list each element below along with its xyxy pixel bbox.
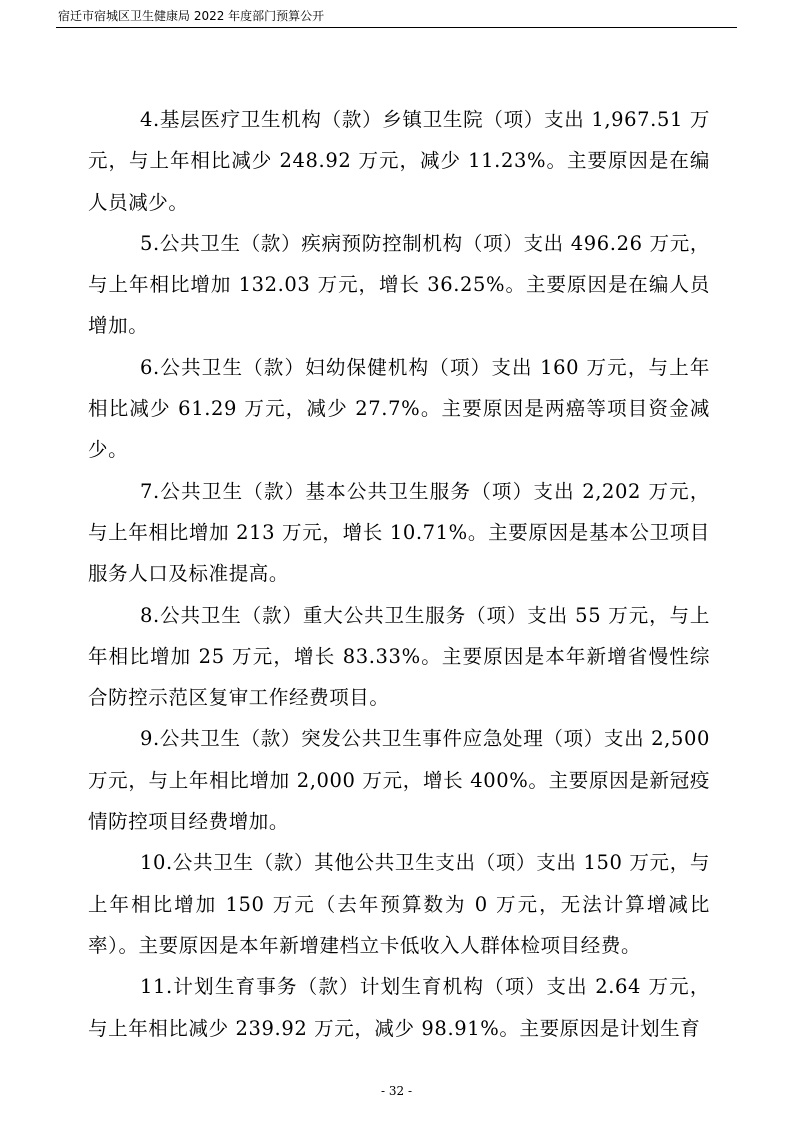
paragraph-text: 8.公共卫生（款）重大公共卫生服务（项）支出 55 万元，与上年相比增加 25 万元，增长 83.33%。主要原因是本年新增省慢性综合防控示范区复审工作经费项目。 xyxy=(88,603,710,710)
paragraph-item-5 xyxy=(88,223,710,347)
paragraph-text: 6.公共卫生（款）妇幼保健机构（项）支出 160 万元，与上年相比减少 61.29 万元，减少 27.7%。主要原因是两癌等项目资金减少。 xyxy=(88,355,710,462)
paragraph-item-8 xyxy=(88,595,710,719)
paragraph-item-9 xyxy=(88,718,710,842)
paragraph-item-10 xyxy=(88,842,710,966)
paragraph-text: 10.公共卫生（款）其他公共卫生支出（项）支出 150 万元，与上年相比增加 150 万元（去年预算数为 0 万元，无法计算增减比率）。主要原因是本年新增建档立卡低收入人群体检项目经费。 xyxy=(88,851,710,957)
paragraph-text: 11.计划生育事务（款）计划生育机构（项）支出 2.64 万元，与上年相比减少 239.92 万元，减少 98.91%。主要原因是计划生育 xyxy=(88,975,710,1040)
page-number: - 32 - xyxy=(380,1084,412,1098)
paragraph-text: 4.基层医疗卫生机构（款）乡镇卫生院（项）支出 1,967.51 万元，与上年相比减少 248.92 万元，减少 11.23%。主要原因是在编人员减少。 xyxy=(88,108,710,214)
paragraph-text: 9.公共卫生（款）突发公共卫生事件应急处理（项）支出 2,500 万元，与上年相比增加 2,000 万元，增长 400%。主要原因是新冠疫情防控项目经费增加。 xyxy=(88,727,710,834)
header-divider xyxy=(56,27,737,28)
paragraph-item-7 xyxy=(88,471,710,595)
running-header: 宿迁市宿城区卫生健康局 2022 年度部门预算公开 xyxy=(58,9,325,23)
paragraph-item-4 xyxy=(88,99,710,223)
document-body xyxy=(88,99,710,1049)
paragraph-item-11 xyxy=(88,966,710,1049)
paragraph-text: 5.公共卫生（款）疾病预防控制机构（项）支出 496.26 万元，与上年相比增加 132.03 万元，增长 36.25%。主要原因是在编人员增加。 xyxy=(88,231,710,338)
paragraph-text: 7.公共卫生（款）基本公共卫生服务（项）支出 2,202 万元，与上年相比增加 213 万元，增长 10.71%。主要原因是基本公卫项目服务人口及标准提高。 xyxy=(88,479,710,586)
paragraph-item-6 xyxy=(88,347,710,471)
